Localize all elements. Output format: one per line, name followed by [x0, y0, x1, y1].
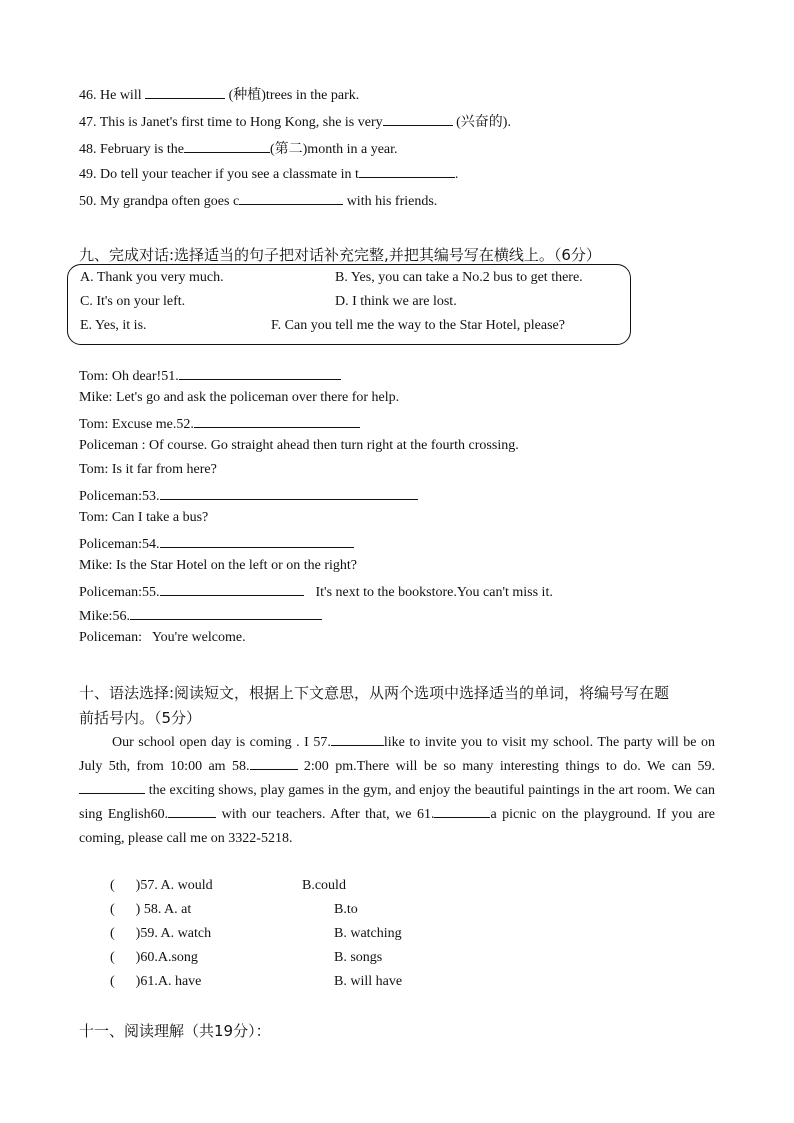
blank-58[interactable] — [250, 756, 298, 770]
answer-53-blank[interactable] — [160, 486, 418, 500]
dialogue-line: Mike: Let's go and ask the policeman over there for help. — [79, 390, 400, 405]
choice-question: )59. A. watch — [135, 926, 212, 941]
answer-paren[interactable]: ( — [110, 926, 136, 941]
section-10-heading-line1: 十、语法选择:阅读短文，根据上下文意思，从两个选项中选择适当的单词，将编号写在题 — [79, 684, 670, 702]
option-b: B. Yes, you can take a No.2 bus to get there. — [335, 270, 583, 285]
answer-55-blank[interactable] — [160, 582, 304, 596]
choice-60-b: B. songs — [334, 950, 383, 965]
choice-question: ) 58. A. at — [135, 902, 192, 917]
item-47 — [79, 111, 511, 131]
item-48-blank[interactable] — [184, 139, 270, 153]
item-50 — [79, 191, 437, 210]
answer-56-blank[interactable] — [130, 606, 322, 620]
reading-passage — [79, 731, 715, 851]
item-50-blank[interactable] — [239, 191, 343, 205]
option-c: C. It's on your left. — [80, 294, 186, 309]
dialogue-line: Policeman : Of course. Go straight ahead then turn right at the fourth crossing. — [79, 438, 519, 453]
dialogue-line: Tom: Can I take a bus? — [79, 510, 209, 525]
section-11-heading: 十一、阅读理解（共19分）： — [79, 1022, 271, 1040]
choice-57-b: B.could — [302, 878, 346, 893]
dialogue-line-55 — [79, 582, 553, 601]
item-48-text-b: (第二)month in a year. — [269, 142, 398, 157]
passage-text: like to invite you to visit my school. The party will be on July 5th, from 10:00 am 58. — [79, 735, 715, 774]
item-49 — [79, 164, 458, 183]
passage-text: the exciting shows, play games in the gym, and enjoy the beautiful paintings in the art room. We can sing English60. — [79, 783, 715, 822]
item-46 — [79, 84, 359, 104]
item-47-text-b: (兴奋的). — [452, 115, 511, 130]
choice-59-b: B. watching — [334, 926, 402, 941]
blank-59[interactable] — [79, 780, 145, 794]
blank-61[interactable] — [434, 804, 490, 818]
item-50-text-b: with his friends. — [343, 194, 438, 209]
item-46-text-a: 46. He will — [79, 88, 146, 103]
dialogue-text: Tom: Excuse me.52. — [79, 417, 194, 432]
passage-text: with our teachers. After that, we 61. — [216, 807, 435, 822]
dialogue-text: Policeman:53. — [79, 489, 160, 504]
dialogue-line: Policeman: You're welcome. — [79, 630, 246, 645]
item-48-text-a: 48. February is the — [79, 142, 184, 157]
option-f: F. Can you tell me the way to the Star Hotel, please? — [271, 318, 565, 333]
passage-text: Our school open day is coming . I 57. — [112, 735, 331, 750]
section-10-heading-line2: 前括号内。（5分） — [79, 709, 202, 727]
answer-paren[interactable]: ( — [110, 950, 136, 965]
choice-58-b: B.to — [334, 902, 358, 917]
dialogue-line: Tom: Is it far from here? — [79, 462, 217, 477]
dialogue-line-52 — [79, 414, 360, 433]
item-48 — [79, 138, 398, 158]
item-49-text-b: . — [454, 167, 459, 182]
choice-question: )60.A.song — [135, 950, 198, 965]
answer-paren[interactable]: ( — [110, 878, 136, 893]
option-a: A. Thank you very much. — [80, 270, 224, 285]
answer-51-blank[interactable] — [179, 366, 341, 380]
choice-57 — [110, 878, 213, 894]
item-46-blank[interactable] — [145, 85, 225, 99]
item-47-blank[interactable] — [383, 112, 453, 126]
section-9-heading: 九、完成对话:选择适当的句子把对话补充完整,并把其编号写在横线上。（6分） — [79, 246, 601, 264]
dialogue-line-54 — [79, 534, 354, 553]
choice-61 — [110, 974, 201, 990]
item-49-text-a: 49. Do tell your teacher if you see a classmate in t — [79, 167, 359, 182]
item-47-text-a: 47. This is Janet's first time to Hong Kong, she is very — [79, 115, 383, 130]
answer-54-blank[interactable] — [160, 534, 354, 548]
choice-question: )57. A. would — [135, 878, 213, 893]
option-d: D. I think we are lost. — [335, 294, 457, 309]
dialogue-line-53 — [79, 486, 418, 505]
answer-paren[interactable]: ( — [110, 902, 136, 917]
dialogue-text: Mike:56. — [79, 609, 130, 624]
dialogue-line: Mike: Is the Star Hotel on the left or on the right? — [79, 558, 357, 573]
dialogue-line-56 — [79, 606, 322, 625]
passage-text: a picnic on the playground. If you are coming, please call me on 3322-5218. — [79, 807, 715, 846]
item-49-blank[interactable] — [359, 164, 455, 178]
dialogue-text: It's next to the bookstore.You can't miss it. — [315, 585, 553, 600]
choice-59 — [110, 926, 211, 942]
option-e: E. Yes, it is. — [80, 318, 147, 333]
choice-60 — [110, 950, 198, 966]
choice-58 — [110, 902, 191, 918]
passage-text: 2:00 pm.There will be so many interesting things to do. We can 59. — [297, 759, 715, 774]
dialogue-text: Tom: Oh dear!51. — [79, 369, 179, 384]
item-46-text-b: (种植)trees in the park. — [225, 88, 360, 103]
blank-60[interactable] — [168, 804, 216, 818]
answer-52-blank[interactable] — [194, 414, 360, 428]
choice-61-b: B. will have — [334, 974, 403, 989]
dialogue-line-51 — [79, 366, 341, 385]
dialogue-text: Policeman:55. — [79, 585, 160, 600]
blank-57[interactable] — [331, 732, 384, 746]
item-50-text-a: 50. My grandpa often goes c — [79, 194, 240, 209]
choice-question: )61.A. have — [135, 974, 202, 989]
answer-paren[interactable]: ( — [110, 974, 136, 989]
dialogue-text: Policeman:54. — [79, 537, 160, 552]
